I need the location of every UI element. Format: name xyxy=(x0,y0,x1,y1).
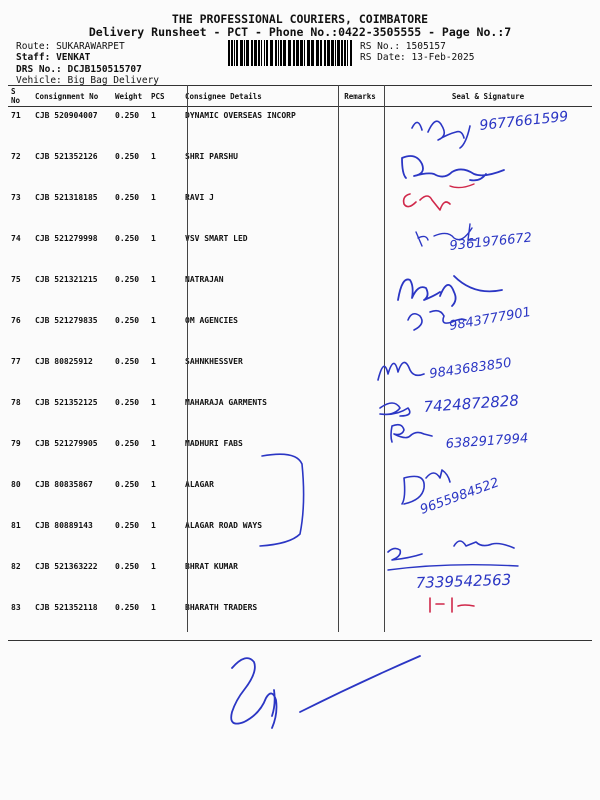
cell-consignment: CJB 521321215 xyxy=(35,275,98,284)
staff-label: Staff: xyxy=(16,52,51,63)
column-divider xyxy=(187,85,188,632)
cell-consignee: NATRAJAN xyxy=(185,275,224,284)
barcode-bar xyxy=(335,40,336,66)
barcode-bar xyxy=(278,40,279,66)
rs-date-line xyxy=(360,52,474,63)
cell-weight: 0.250 xyxy=(115,562,140,571)
cell-consignment: CJB 521352126 xyxy=(35,152,98,161)
table-row xyxy=(8,312,592,353)
phone-number: 9843683850 xyxy=(428,355,513,382)
table-row xyxy=(8,107,592,149)
cell-sno: 75 xyxy=(11,275,21,284)
cell-remarks xyxy=(336,230,384,271)
barcode-bar xyxy=(231,40,233,66)
table-row xyxy=(8,189,592,230)
table-row xyxy=(8,558,592,599)
runsheet-table xyxy=(8,85,592,641)
cell-pcs: 1 xyxy=(151,521,156,530)
cell-consignment: CJB 521363222 xyxy=(35,562,98,571)
cell-pcs: 1 xyxy=(151,316,156,325)
col-remarks: Remarks xyxy=(336,86,384,107)
barcode-bar xyxy=(327,40,330,66)
cell-pcs: 1 xyxy=(151,398,156,407)
cell-pcs: 1 xyxy=(148,599,182,641)
col-pcs: PCS xyxy=(148,86,182,107)
phone-number: 9677661599 xyxy=(478,108,570,134)
staff-value: VENKAT xyxy=(56,52,91,63)
cell-consignment: CJB 520904007 xyxy=(35,111,98,120)
barcode-bar xyxy=(280,40,282,66)
cell-consignment: CJB 521279905 xyxy=(35,439,98,448)
cell-consignment: CJB 521352118 xyxy=(32,599,112,641)
barcode-bar xyxy=(261,40,262,66)
cell-pcs: 1 xyxy=(151,562,156,571)
phone-number: 7339542563 xyxy=(415,570,512,592)
barcode-bar xyxy=(283,40,286,66)
table-row xyxy=(8,230,592,271)
route-value: SUKARAWARPET xyxy=(56,41,125,52)
barcode-bar xyxy=(316,40,319,66)
table-row xyxy=(8,599,592,641)
cell-consignee: MADHURI FABS xyxy=(185,439,243,448)
route-label: Route: xyxy=(16,41,51,52)
barcode-bar xyxy=(244,40,245,66)
cell-remarks xyxy=(336,148,384,189)
cell-consignment: CJB 521352125 xyxy=(35,398,98,407)
cell-weight: 0.250 xyxy=(115,193,140,202)
cell-signature xyxy=(384,558,592,599)
barcode-bar xyxy=(258,40,260,66)
col-sno: S No xyxy=(8,86,32,107)
table-row xyxy=(8,476,592,517)
column-divider xyxy=(338,85,339,632)
rs-no-line xyxy=(360,41,446,52)
phone-number: 6382917994 xyxy=(445,431,529,452)
cell-consignee: SAHNKHESSVER xyxy=(185,357,243,366)
route-line xyxy=(16,41,125,52)
barcode-bar xyxy=(350,40,352,66)
cell-sno: 77 xyxy=(11,357,21,366)
cell-consignee: RAVI J xyxy=(185,193,214,202)
cell-weight: 0.250 xyxy=(115,111,140,120)
barcode-bar xyxy=(236,40,238,66)
barcode-bar xyxy=(296,40,299,66)
cell-consignee: DYNAMIC OVERSEAS INCORP xyxy=(185,111,296,120)
cell-sno: 73 xyxy=(11,193,21,202)
cell-sno: 79 xyxy=(11,439,21,448)
cell-consignment: CJB 521318185 xyxy=(35,193,98,202)
column-divider xyxy=(384,85,385,632)
barcode-bar xyxy=(264,40,265,66)
cell-pcs: 1 xyxy=(151,480,156,489)
cell-consignment: CJB 80825912 xyxy=(35,357,93,366)
cell-remarks xyxy=(336,353,384,394)
barcode-bar xyxy=(324,40,326,66)
runsheet-subtitle: Delivery Runsheet - PCT - Phone No.:0422-3505555 - Page No.:7 xyxy=(88,25,512,39)
table-header-row xyxy=(8,86,592,107)
cell-consignee: BHRAT KUMAR xyxy=(185,562,238,571)
cell-sno: 76 xyxy=(11,316,21,325)
barcode-bar xyxy=(293,40,295,66)
col-consignment: Consignment No xyxy=(32,86,112,107)
cell-pcs: 1 xyxy=(151,439,156,448)
cell-remarks xyxy=(336,107,384,149)
phone-number: 7424872828 xyxy=(423,391,520,416)
table-row xyxy=(8,517,592,558)
cell-signature xyxy=(384,271,592,312)
cell-weight: 0.250 xyxy=(115,152,140,161)
barcode-bar xyxy=(234,40,235,66)
cell-signature xyxy=(384,107,592,149)
cell-consignee: VSV SMART LED xyxy=(185,234,248,243)
cell-consignee: ALAGAR xyxy=(185,480,214,489)
cell-consignee: OM AGENCIES xyxy=(185,316,238,325)
cell-weight: 0.250 xyxy=(112,599,148,641)
cell-sno: 80 xyxy=(11,480,21,489)
barcode-bar xyxy=(254,40,257,66)
staff-line xyxy=(16,52,90,63)
cell-consignee: SHRI PARSHU xyxy=(185,152,238,161)
cell-pcs: 1 xyxy=(151,111,156,120)
cell-remarks xyxy=(336,476,384,517)
cell-pcs: 1 xyxy=(151,234,156,243)
barcode-bar xyxy=(300,40,303,66)
cell-remarks xyxy=(336,189,384,230)
col-consignee: Consignee Details xyxy=(182,86,336,107)
barcode-bar xyxy=(347,40,348,66)
drs-label: DRS No.: xyxy=(16,64,62,75)
cell-signature xyxy=(384,435,592,476)
cell-consignee: ALAGAR ROAD WAYS xyxy=(185,521,263,530)
vehicle-label: Vehicle: xyxy=(16,75,62,86)
vehicle-value: Big Bag Delivery xyxy=(67,75,160,86)
barcode-bar xyxy=(275,40,277,66)
cell-remarks xyxy=(336,599,384,641)
cell-consignment: CJB 80889143 xyxy=(35,521,93,530)
cell-sno: 81 xyxy=(11,521,21,530)
table-row xyxy=(8,353,592,394)
cell-weight: 0.250 xyxy=(115,480,140,489)
rs-no-label: RS No.: xyxy=(360,41,401,52)
table-row xyxy=(8,148,592,189)
col-weight: Weight xyxy=(112,86,148,107)
cell-signature xyxy=(384,189,592,230)
barcode-bar xyxy=(266,40,268,66)
barcode-bar xyxy=(270,40,273,66)
table-row xyxy=(8,271,592,312)
cell-weight: 0.250 xyxy=(115,234,140,243)
cell-sno: 71 xyxy=(11,111,21,120)
cell-signature xyxy=(384,230,592,271)
company-title: THE PROFESSIONAL COURIERS, COIMBATORE xyxy=(171,12,429,26)
cell-weight: 0.250 xyxy=(115,275,140,284)
cell-weight: 0.250 xyxy=(115,316,140,325)
cell-signature xyxy=(384,148,592,189)
cell-weight: 0.250 xyxy=(115,398,140,407)
cell-sno: 82 xyxy=(11,562,21,571)
cell-pcs: 1 xyxy=(151,275,156,284)
cell-sno: 72 xyxy=(11,152,21,161)
cell-consignment: CJB 521279835 xyxy=(35,316,98,325)
barcode-bar xyxy=(344,40,346,66)
barcode-bar xyxy=(288,40,291,66)
rs-date-value: 13-Feb-2025 xyxy=(411,52,475,63)
cell-consignee: MAHARAJA GARMENTS xyxy=(185,398,267,407)
barcode-bar xyxy=(341,40,343,66)
table-row xyxy=(8,435,592,476)
cell-remarks xyxy=(336,558,384,599)
cell-consignee: BHARATH TRADERS xyxy=(182,599,336,641)
cell-pcs: 1 xyxy=(151,193,156,202)
cell-remarks xyxy=(336,517,384,558)
cell-weight: 0.250 xyxy=(115,521,140,530)
cell-signature xyxy=(384,476,592,517)
col-signature: Seal & Signature xyxy=(384,86,592,107)
phone-number: 9655984522 xyxy=(418,475,502,518)
drs-line xyxy=(16,64,142,75)
cell-consignment: CJB 80835867 xyxy=(35,480,93,489)
barcode-bar xyxy=(320,40,322,66)
cell-sno: 83 xyxy=(8,599,32,641)
cell-signature xyxy=(384,312,592,353)
cell-sno: 74 xyxy=(11,234,21,243)
cell-sno: 78 xyxy=(11,398,21,407)
barcode-bar xyxy=(337,40,340,66)
barcode-bar xyxy=(240,40,243,66)
rs-no-value: 1505157 xyxy=(405,41,446,52)
cell-remarks xyxy=(336,435,384,476)
bottom-signature xyxy=(231,656,420,728)
cell-signature xyxy=(384,394,592,435)
cell-remarks xyxy=(336,312,384,353)
phone-number: 9843777901 xyxy=(448,304,533,334)
cell-weight: 0.250 xyxy=(115,357,140,366)
table-row xyxy=(8,394,592,435)
phone-number: 9361976672 xyxy=(448,230,533,254)
cell-signature xyxy=(384,599,592,641)
barcode-bar xyxy=(311,40,314,66)
barcode-image xyxy=(228,40,356,66)
cell-signature xyxy=(384,353,592,394)
barcode-bar xyxy=(307,40,310,66)
drs-value: DCJB150515707 xyxy=(67,64,142,75)
cell-remarks xyxy=(336,394,384,435)
cell-signature xyxy=(384,517,592,558)
barcode-bar xyxy=(228,40,230,66)
barcode-bar xyxy=(331,40,334,66)
cell-pcs: 1 xyxy=(151,357,156,366)
cell-remarks xyxy=(336,271,384,312)
barcode-bar xyxy=(304,40,305,66)
barcode-bar xyxy=(251,40,253,66)
rs-date-label: RS Date: xyxy=(360,52,406,63)
cell-weight: 0.250 xyxy=(115,439,140,448)
barcode-bar xyxy=(246,40,249,66)
cell-consignment: CJB 521279998 xyxy=(35,234,98,243)
cell-pcs: 1 xyxy=(151,152,156,161)
